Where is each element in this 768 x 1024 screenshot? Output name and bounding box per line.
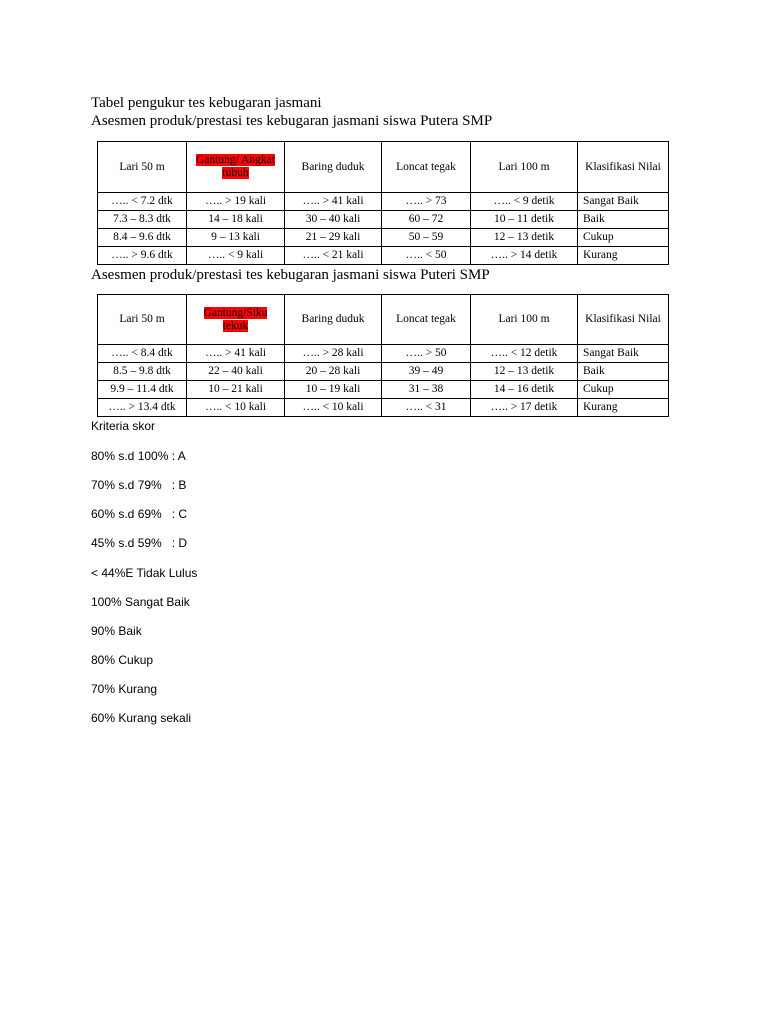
column-header: Lari 100 m xyxy=(471,142,578,193)
table-cell: ….. < 21 kali xyxy=(285,247,382,265)
table-cell: ….. < 10 kali xyxy=(187,399,285,417)
table-cell: 12 – 13 detik xyxy=(471,363,578,381)
classification-cell: Kurang xyxy=(578,247,669,265)
table-row xyxy=(98,229,669,247)
criteria-item: 70% Kurang xyxy=(91,682,158,696)
table-header-row xyxy=(98,295,669,345)
column-header-highlighted xyxy=(187,142,285,193)
classification-cell: Cukup xyxy=(578,229,669,247)
criteria-item: 60% s.d 69% : C xyxy=(91,507,188,521)
table-cell: ….. > 73 xyxy=(382,193,471,211)
criteria-title: Kriteria skor xyxy=(91,419,156,433)
table-row xyxy=(98,211,669,229)
column-header: Loncat tegak xyxy=(382,295,471,345)
criteria-item: 45% s.d 59% : D xyxy=(91,536,188,550)
table-cell: ….. < 50 xyxy=(382,247,471,265)
table-cell: 10 – 11 detik xyxy=(471,211,578,229)
table-cell: ….. < 9 kali xyxy=(187,247,285,265)
table-cell: ….. < 7.2 dtk xyxy=(98,193,187,211)
criteria-item: 60% Kurang sekali xyxy=(91,711,192,725)
highlighted-header-text: Gantung/ Angkat tubuh xyxy=(196,154,275,179)
table-cell: ….. < 31 xyxy=(382,399,471,417)
table-cell: ….. < 10 kali xyxy=(285,399,382,417)
classification-cell: Sangat Baik xyxy=(578,345,669,363)
column-header: Baring duduk xyxy=(285,295,382,345)
criteria-item: 100% Sangat Baik xyxy=(91,595,190,609)
table-cell: 14 – 16 detik xyxy=(471,381,578,399)
table-cell: 9 – 13 kali xyxy=(187,229,285,247)
table-cell: 50 – 59 xyxy=(382,229,471,247)
table-cell: 9.9 – 11.4 dtk xyxy=(98,381,187,399)
table-cell: 22 – 40 kali xyxy=(187,363,285,381)
criteria-item: 80% Cukup xyxy=(91,653,154,667)
classification-cell: Baik xyxy=(578,363,669,381)
table-cell: 30 – 40 kali xyxy=(285,211,382,229)
table-cell: 10 – 19 kali xyxy=(285,381,382,399)
column-header: Loncat tegak xyxy=(382,142,471,193)
table-row xyxy=(98,381,669,399)
column-header: Klasifikasi Nilai xyxy=(578,142,669,193)
criteria-item: 70% s.d 79% : B xyxy=(91,478,187,492)
puteri-fitness-table xyxy=(97,294,669,417)
column-header: Baring duduk xyxy=(285,142,382,193)
table-cell: ….. > 41 kali xyxy=(285,193,382,211)
classification-cell: Cukup xyxy=(578,381,669,399)
table-cell: ….. < 9 detik xyxy=(471,193,578,211)
table-cell: 20 – 28 kali xyxy=(285,363,382,381)
column-header-highlighted xyxy=(187,295,285,345)
table-cell: ….. > 13.4 dtk xyxy=(98,399,187,417)
table-cell: 12 – 13 detik xyxy=(471,229,578,247)
putera-fitness-table xyxy=(97,141,669,265)
table-cell: 39 – 49 xyxy=(382,363,471,381)
table-cell: 8.5 – 9.8 dtk xyxy=(98,363,187,381)
table-cell: ….. < 8.4 dtk xyxy=(98,345,187,363)
table-cell: ….. > 9.6 dtk xyxy=(98,247,187,265)
table-cell: ….. > 41 kali xyxy=(187,345,285,363)
criteria-item: < 44%E Tidak Lulus xyxy=(91,566,198,580)
table-cell: ….. < 12 detik xyxy=(471,345,578,363)
classification-cell: Sangat Baik xyxy=(578,193,669,211)
table-cell: 60 – 72 xyxy=(382,211,471,229)
criteria-item: 90% Baik xyxy=(91,624,142,638)
table-cell: 31 – 38 xyxy=(382,381,471,399)
table-cell: 8.4 – 9.6 dtk xyxy=(98,229,187,247)
table-cell: ….. > 14 detik xyxy=(471,247,578,265)
classification-cell: Kurang xyxy=(578,399,669,417)
table-cell: 14 – 18 kali xyxy=(187,211,285,229)
column-header: Lari 50 m xyxy=(98,295,187,345)
criteria-item: 80% s.d 100% : A xyxy=(91,449,186,463)
column-header: Lari 50 m xyxy=(98,142,187,193)
table-header-row xyxy=(98,142,669,193)
table-cell: 21 – 29 kali xyxy=(285,229,382,247)
column-header: Lari 100 m xyxy=(471,295,578,345)
classification-cell: Baik xyxy=(578,211,669,229)
table-cell: ….. > 50 xyxy=(382,345,471,363)
table-cell: 10 – 21 kali xyxy=(187,381,285,399)
table-row xyxy=(98,193,669,211)
table-cell: ….. > 19 kali xyxy=(187,193,285,211)
table-row xyxy=(98,345,669,363)
table-cell: 7.3 – 8.3 dtk xyxy=(98,211,187,229)
putera-table-heading: Asesmen produk/prestasi tes kebugaran jasmani siswa Putera SMP xyxy=(91,113,493,129)
highlighted-header-text: Gantung/Siku tekuk xyxy=(203,306,268,332)
column-header: Klasifikasi Nilai xyxy=(578,295,669,345)
table-row xyxy=(98,363,669,381)
puteri-table-heading: Asesmen produk/prestasi tes kebugaran jasmani siswa Puteri SMP xyxy=(91,267,490,283)
table-cell: ….. > 28 kali xyxy=(285,345,382,363)
table-row xyxy=(98,247,669,265)
table-cell: ….. > 17 detik xyxy=(471,399,578,417)
table-row xyxy=(98,399,669,417)
document-title: Tabel pengukur tes kebugaran jasmani xyxy=(91,95,322,111)
